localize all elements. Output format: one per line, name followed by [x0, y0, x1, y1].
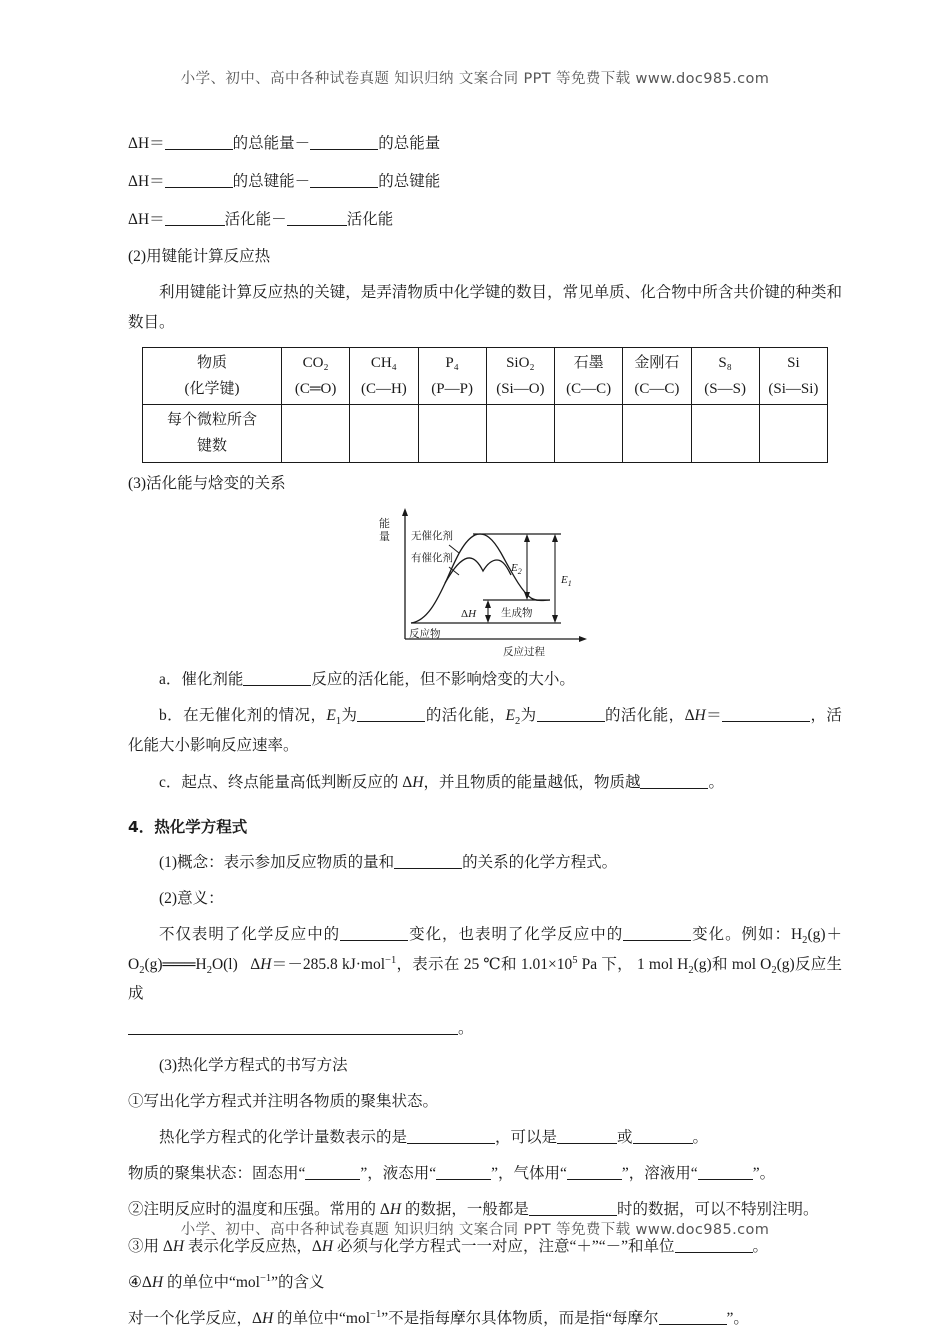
label-delta-h: ΔH [461, 607, 477, 620]
formula-lead: ΔH＝ [128, 135, 165, 152]
substance-name: CH₄ [370, 354, 397, 371]
bond-name: (C—H) [360, 380, 407, 397]
formula-lead: ΔH＝ [128, 173, 165, 190]
label-with-catalyst: 有催化剂 [411, 551, 453, 564]
blank-field[interactable] [340, 940, 408, 941]
item-text: 物质的聚集状态：固态用“ [128, 1165, 306, 1183]
activation-energy-diagram [375, 505, 595, 657]
substance-name: SiO₂ [506, 354, 535, 371]
table-cell-co2 [282, 347, 350, 405]
section4-heading [128, 814, 842, 842]
section3-heading: (3)活化能与焓变的关系 [128, 474, 286, 492]
blank-field[interactable] [557, 1143, 617, 1144]
item-text: 。 [458, 1020, 474, 1038]
label-product: 生成物 [501, 606, 533, 619]
blank-field[interactable] [243, 685, 311, 686]
item-text: 的关系的化学方程式。 [462, 853, 618, 871]
bond-name: (S—S) [704, 380, 746, 397]
blank-field[interactable] [165, 149, 233, 150]
label-reactant: 反应物 [409, 627, 441, 640]
formula-mid: 的总能量－ [232, 135, 311, 152]
table-label-bond: (化学键) [184, 380, 240, 397]
blank-field[interactable] [640, 788, 708, 789]
section4-title: 热化学方程式 [154, 817, 248, 836]
formula-delta-h-bond [128, 166, 842, 197]
section4-sub4: ④ΔH 的单位中“mol$^{-1}$”的含义 [128, 1272, 325, 1291]
item-text: 热化学方程式的化学计量数表示的是 [159, 1129, 408, 1147]
y-axis-label-char2: 量 [379, 529, 390, 543]
substance-name: 石墨 [573, 354, 604, 371]
section4-item1 [128, 848, 842, 878]
blank-field[interactable] [310, 187, 378, 188]
blank-field[interactable] [305, 1179, 360, 1180]
substance-name: S₈ [718, 354, 732, 371]
table-cell-sio2 [486, 347, 554, 405]
blank-field[interactable] [407, 1143, 495, 1144]
table-answer-cell[interactable] [418, 405, 486, 463]
label-no-catalyst: 无催化剂 [411, 529, 453, 542]
watermark-top: 小学、初中、高中各种试卷真题 知识归纳 文案合同 PPT 等免费下载 www.doc985.com [180, 71, 770, 87]
item-text: ”，液态用“ [360, 1165, 437, 1183]
blank-field[interactable] [659, 1324, 727, 1325]
blank-field[interactable] [310, 149, 378, 150]
table-label-count-1: 每个微粒所含 [166, 412, 257, 429]
item-text: ”，溶液用“ [621, 1165, 698, 1183]
formula-mid: 活化能－ [224, 211, 287, 228]
blank-field-long[interactable] [128, 1034, 458, 1035]
item-text: 。 [692, 1129, 709, 1147]
section2-body: 利用键能计算反应热的关键，是弄清物质中化学键的数目，常见单质、化合物中所含共价键的种类和数目。 [128, 284, 842, 332]
table-answer-cell[interactable] [623, 405, 691, 463]
label-e2: $E_2$ [511, 561, 522, 576]
y-axis-label-char1: 能 [379, 516, 390, 530]
energy-diagram-wrapper [128, 505, 842, 657]
table-row-answers [143, 405, 828, 463]
table-cell-si [759, 347, 827, 405]
table-answer-cell[interactable] [350, 405, 418, 463]
formula-delta-h-energy [128, 128, 842, 159]
section2-heading: (2)用键能计算反应热 [128, 248, 271, 265]
bond-name: (Si—Si) [768, 380, 819, 397]
section4-sub4b: 对一个化学反应，ΔH 的单位中“mol$^{-1}$”不是指每摩尔具体物质，而是指“每摩尔 ”。 [128, 1308, 749, 1328]
blank-field[interactable] [394, 868, 462, 869]
bond-name: (Si—O) [496, 380, 545, 397]
section4-number: 4． [128, 817, 155, 836]
table-cell-s8 [691, 347, 759, 405]
blank-field[interactable] [567, 1179, 622, 1180]
table-row-header [143, 347, 828, 405]
label-e1: $E_1$ [561, 573, 572, 588]
energy-diagram-svg [375, 505, 595, 657]
formula-tail: 的总键能 [378, 173, 441, 190]
bond-name: (C—C) [634, 380, 680, 397]
item-text: ，可以是 [495, 1129, 558, 1147]
section4-sub1b [128, 1123, 842, 1153]
section4-item3-heading: (3)热化学方程式的书写方法 [159, 1056, 348, 1074]
table-label-substance: 物质 [196, 354, 227, 371]
section4-sub3: ③用 ΔH 表示化学反应热，ΔH 必须与化学方程式一一对应，注意“＋”“－”和单位 。 [128, 1237, 769, 1255]
item-marker: a． [159, 670, 182, 688]
formula-mid: 的总键能－ [232, 173, 311, 190]
bond-name: (P—P) [431, 380, 473, 397]
substance-name: 金刚石 [634, 354, 680, 371]
substance-name: P₄ [445, 354, 459, 371]
blank-field[interactable] [357, 721, 425, 722]
blank-field[interactable] [698, 1179, 753, 1180]
section4-sub2: ②注明反应时的温度和压强。常用的 ΔH 的数据，一般都是 时的数据，可以不特别注明。 [128, 1201, 819, 1219]
table-answer-cell[interactable] [759, 405, 827, 463]
blank-field[interactable] [675, 1252, 753, 1253]
blank-field[interactable] [529, 1215, 617, 1216]
table-answer-cell[interactable] [691, 405, 759, 463]
item-text: 变化，也表明了化学反应中的 [408, 926, 624, 944]
section4-item2-heading: (2)意义： [159, 889, 224, 907]
table-answer-cell[interactable] [555, 405, 623, 463]
item-text: 催化剂能 [181, 670, 244, 688]
substance-name: CO₂ [302, 354, 329, 371]
table-cell-row-label-count [143, 405, 282, 463]
blank-field[interactable] [287, 225, 347, 226]
table-cell-diamond [623, 347, 691, 405]
table-cell-row-label [143, 347, 282, 405]
formula-lead: ΔH＝ [128, 211, 165, 228]
item-marker: b． [159, 707, 184, 725]
blank-field[interactable] [623, 940, 691, 941]
section4-sub1: ①写出化学方程式并注明各物质的聚集状态。 [128, 1092, 439, 1110]
formula-delta-h-activation [128, 204, 842, 235]
bond-count-table [142, 347, 828, 463]
section4-sub1c [128, 1159, 842, 1189]
blank-field[interactable] [165, 225, 225, 226]
table-cell-graphite [555, 347, 623, 405]
formula-tail: 的总能量 [378, 135, 441, 152]
table-cell-ch4 [350, 347, 418, 405]
section3-item-a [128, 665, 842, 695]
item-text: 不仅表明了化学反应中的 [159, 926, 341, 944]
blank-field[interactable] [722, 721, 810, 722]
section3-item-b: b．在无催化剂的情况，$E_1$为 的活化能，$E_2$为 的活化能，ΔH＝ ，活化能大小影响反应速率。 [128, 707, 842, 755]
watermark-bottom: 小学、初中、高中各种试卷真题 知识归纳 文案合同 PPT 等免费下载 www.doc985.com [180, 1222, 770, 1238]
substance-name: Si [787, 354, 800, 371]
bond-name: (C═O) [294, 380, 337, 397]
document-body [128, 128, 842, 1340]
table-label-count-2: 键数 [196, 438, 227, 455]
bond-name: (C—C) [566, 380, 612, 397]
table-cell-p4 [418, 347, 486, 405]
section3-item-c: c．起点、终点能量高低判断反应的 ΔH，并且物质的能量越低，物质越 。 [159, 773, 724, 791]
item-text: (1)概念：表示参加反应物质的量和 [159, 853, 395, 871]
blank-field[interactable] [537, 721, 605, 722]
table-answer-cell[interactable] [282, 405, 350, 463]
item-text: 变化。例如： [691, 926, 791, 944]
x-axis-label: 反应过程 [503, 645, 545, 657]
item-text: ”。 [752, 1165, 776, 1183]
item-text: 反应的活化能，但不影响焓变的大小。 [311, 670, 575, 688]
blank-field[interactable] [633, 1143, 693, 1144]
blank-field[interactable] [165, 187, 233, 188]
blank-field[interactable] [436, 1179, 491, 1180]
section4-item2-blank-line [128, 1014, 842, 1044]
item-marker: c． [159, 773, 182, 791]
table-answer-cell[interactable] [486, 405, 554, 463]
item-text: ”，气体用“ [491, 1165, 567, 1183]
section4-item2-body: 不仅表明了化学反应中的 变化，也表明了化学反应中的 变化。例如：$H_2(g)+O_2(g)═══H_2O(l)$ ΔH＝－285.8 kJ·mol$^{-1}$，表示在 25 ℃和 $1.01\times 10^5$ Pa 下， 1 mol $H_2(g)$和 mol $O_2(g)$反应生成 [128, 926, 842, 1002]
item-text: 或 [617, 1129, 633, 1147]
formula-tail: 活化能 [346, 211, 394, 228]
